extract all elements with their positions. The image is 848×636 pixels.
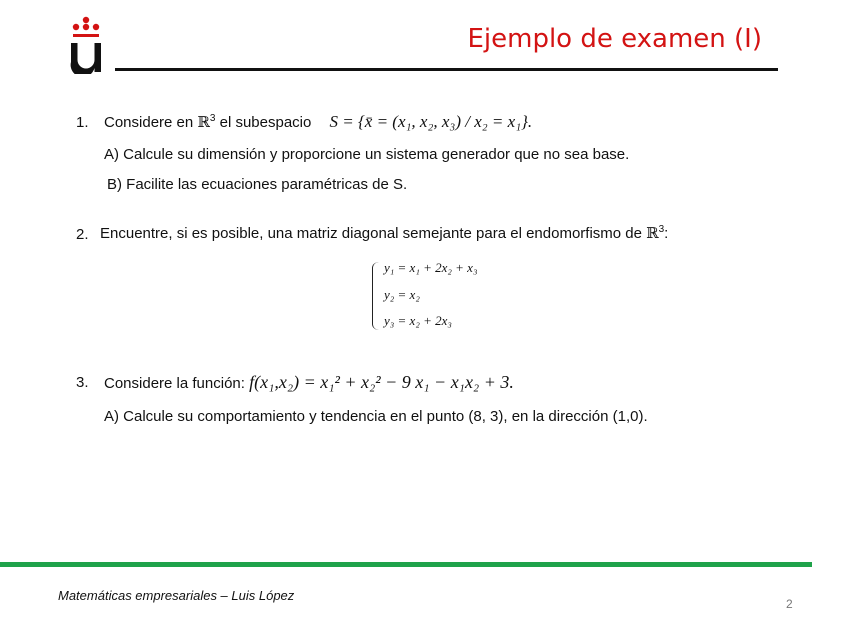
real-set-symbol: ℝ — [646, 224, 659, 242]
page-number: 2 — [786, 597, 793, 611]
equation-row-1: y₁ = x₁ + 2x₂ + x₃ — [384, 260, 478, 275]
question-3-statement — [104, 372, 514, 393]
question-1-text-b: el subespacio — [215, 114, 316, 131]
question-3-item-a: A) Calcule su comportamiento y tendencia en el punto (8, 3), en la dirección (1,0). — [104, 408, 648, 425]
question-2-number: 2. — [76, 226, 89, 243]
question-3-formula: f(x₁,x₂) = x₁² + x₂² − 9 x₁ − x₁x₂ + 3. — [249, 372, 514, 392]
footer-divider — [0, 562, 812, 567]
question-2-statement — [100, 224, 668, 242]
left-brace — [372, 262, 380, 330]
real-set-exponent: 3 — [658, 224, 665, 235]
real-set-symbol: ℝ — [197, 113, 210, 131]
question-1-text-a: Considere en — [104, 114, 198, 131]
question-1-statement — [104, 112, 532, 132]
question-3-text: Considere la función: — [104, 375, 250, 392]
question-3-number: 3. — [76, 374, 89, 391]
question-1-item-b: B) Facilite las ecuaciones paramétricas de S. — [107, 176, 408, 193]
equation-row-2: y₂ = x₂ — [384, 287, 420, 302]
question-1-formula: S = {x̄ = (x₁, x₂, x₃) / x₂ = x₁}. — [329, 112, 533, 131]
question-1-number: 1. — [76, 114, 89, 131]
question-1-item-a: A) Calcule su dimensión y proporcione un sistema generador que no sea base. — [104, 146, 630, 163]
header-divider — [115, 68, 778, 71]
equation-system — [372, 256, 542, 334]
page-title: Ejemplo de examen (I) — [467, 24, 762, 54]
question-2-colon: : — [664, 225, 669, 242]
equation-row-3: y₃ = x₂ + 2x₃ — [384, 313, 452, 328]
footer-credit: Matemáticas empresariales – Luis López — [58, 588, 295, 603]
real-set-exponent: 3 — [209, 113, 216, 124]
university-logo — [64, 14, 108, 74]
question-2-text: Encuentre, si es posible, una matriz diagonal semejante para el endomorfismo de — [100, 225, 647, 242]
